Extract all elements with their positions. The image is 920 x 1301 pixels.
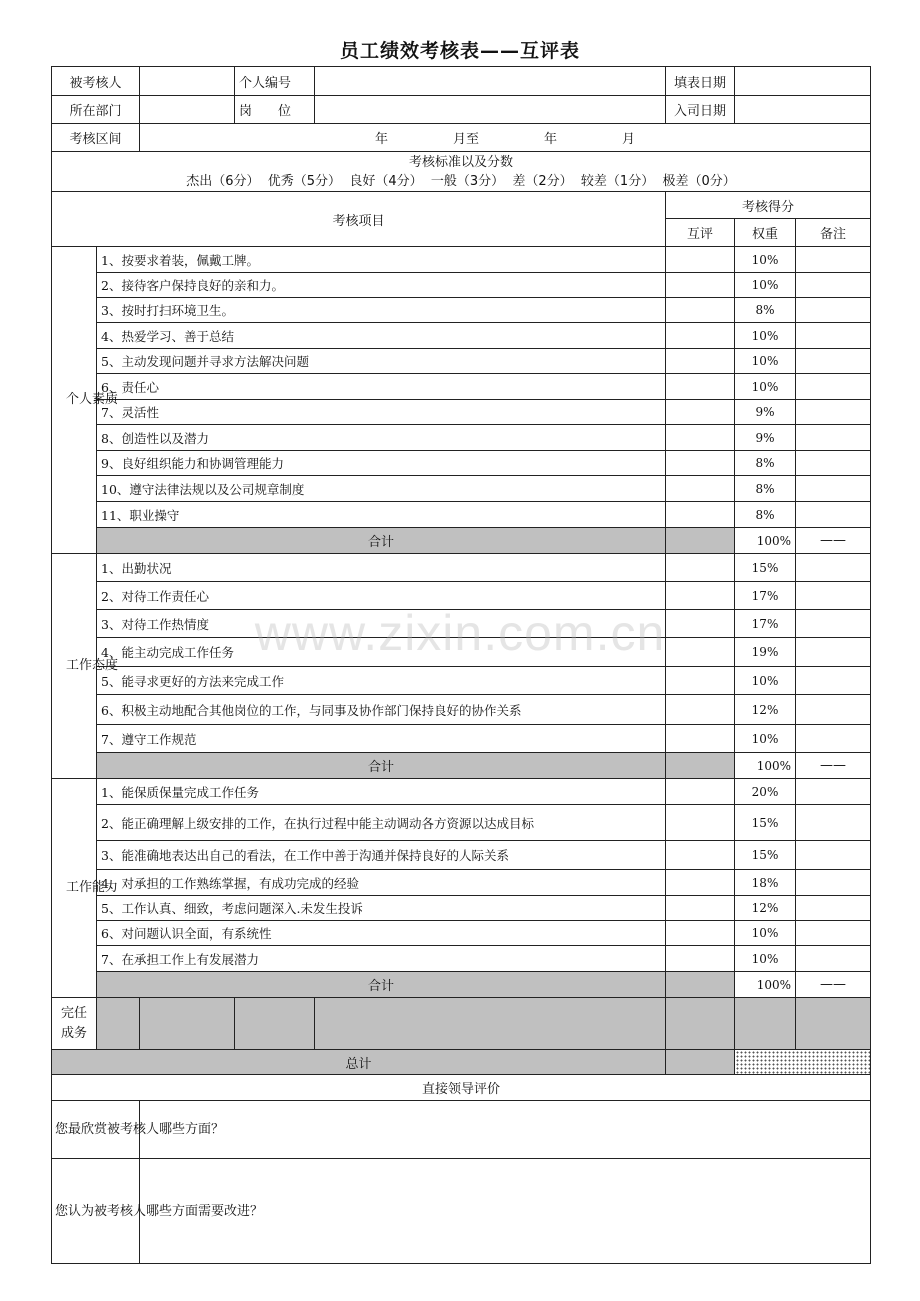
remark-cell[interactable] bbox=[796, 946, 871, 972]
total-dotted-cell bbox=[735, 1050, 871, 1075]
remark-cell[interactable] bbox=[796, 502, 871, 528]
position-field[interactable] bbox=[315, 96, 666, 124]
peer-score-cell[interactable] bbox=[666, 946, 735, 972]
weight-cell: 10% bbox=[735, 725, 796, 753]
item-row bbox=[52, 667, 871, 695]
subtotal-row bbox=[52, 753, 871, 779]
weight-cell: 19% bbox=[735, 638, 796, 667]
subtotal-row bbox=[52, 972, 871, 998]
item-row bbox=[52, 425, 871, 451]
subtotal-label: 合计 bbox=[97, 753, 666, 779]
task-completion-cell[interactable] bbox=[140, 998, 235, 1050]
weight-cell: 10% bbox=[735, 921, 796, 946]
peer-score-cell[interactable] bbox=[666, 247, 735, 273]
item-text: 5、工作认真、细致，考虑问题深入.未发生投诉 bbox=[97, 896, 666, 921]
item-row bbox=[52, 921, 871, 946]
item-row bbox=[52, 841, 871, 870]
position-label: 岗 位 bbox=[235, 96, 315, 124]
weight-cell: 12% bbox=[735, 896, 796, 921]
scoring-standard bbox=[52, 152, 871, 192]
peer-score-cell[interactable] bbox=[666, 400, 735, 425]
item-row bbox=[52, 582, 871, 610]
item-row bbox=[52, 247, 871, 273]
task-completion-row bbox=[52, 998, 871, 1050]
weight-cell: 10% bbox=[735, 349, 796, 374]
remark-cell[interactable] bbox=[796, 554, 871, 582]
period-field[interactable]: 年 月至 年 月 bbox=[140, 124, 871, 152]
peer-score-cell[interactable] bbox=[666, 779, 735, 805]
assessee-label: 被考核人 bbox=[52, 67, 140, 96]
period-label: 考核区间 bbox=[52, 124, 140, 152]
weight-cell: 20% bbox=[735, 779, 796, 805]
peer-score-cell[interactable] bbox=[666, 554, 735, 582]
remark-cell[interactable] bbox=[796, 638, 871, 667]
remark-cell[interactable] bbox=[796, 451, 871, 476]
item-text: 7、遵守工作规范 bbox=[97, 725, 666, 753]
task-completion-cell[interactable] bbox=[235, 998, 315, 1050]
remark-cell[interactable] bbox=[796, 582, 871, 610]
weight-cell: 8% bbox=[735, 298, 796, 323]
remark-cell[interactable] bbox=[796, 400, 871, 425]
item-text: 8、创造性以及潜力 bbox=[97, 425, 666, 451]
item-row bbox=[52, 323, 871, 349]
standard-title: 考核标准以及分数 bbox=[409, 154, 514, 170]
weight-cell: 10% bbox=[735, 374, 796, 400]
task-completion-cell[interactable] bbox=[666, 998, 735, 1050]
emp-no-label: 个人编号 bbox=[235, 67, 315, 96]
remark-cell[interactable] bbox=[796, 725, 871, 753]
remark-cell[interactable] bbox=[796, 610, 871, 638]
task-completion-cell[interactable] bbox=[315, 998, 666, 1050]
remark-cell[interactable] bbox=[796, 841, 871, 870]
item-text: 4、热爱学习、善于总结 bbox=[97, 323, 666, 349]
weight-cell: 8% bbox=[735, 502, 796, 528]
weight-cell: 15% bbox=[735, 554, 796, 582]
fill-date-label: 填表日期 bbox=[666, 67, 735, 96]
task-completion-cell[interactable] bbox=[735, 998, 796, 1050]
item-text: 2、对待工作责任心 bbox=[97, 582, 666, 610]
item-row bbox=[52, 400, 871, 425]
subtotal-label: 合计 bbox=[97, 972, 666, 998]
item-row bbox=[52, 502, 871, 528]
peer-score-cell[interactable] bbox=[666, 896, 735, 921]
item-text: 4、对承担的工作熟练掌握，有成功完成的经验 bbox=[97, 870, 666, 896]
total-row bbox=[52, 1050, 871, 1075]
peer-score-cell[interactable] bbox=[666, 610, 735, 638]
remark-cell[interactable] bbox=[796, 425, 871, 451]
column-header-row-1 bbox=[52, 192, 871, 219]
item-row bbox=[52, 779, 871, 805]
weight-cell: 8% bbox=[735, 451, 796, 476]
item-row bbox=[52, 805, 871, 841]
item-row bbox=[52, 695, 871, 725]
task-completion-cell[interactable] bbox=[97, 998, 140, 1050]
item-text: 6、责任心 bbox=[97, 374, 666, 400]
subtotal-label: 合计 bbox=[97, 528, 666, 554]
remark-cell[interactable] bbox=[796, 374, 871, 400]
item-text: 1、出勤状况 bbox=[97, 554, 666, 582]
appreciated-aspects-question: 您最欣赏被考核人哪些方面？ bbox=[52, 1101, 140, 1159]
item-text: 1、能保质保量完成工作任务 bbox=[97, 779, 666, 805]
peer-score-cell[interactable] bbox=[666, 638, 735, 667]
task-completion-label bbox=[52, 998, 97, 1050]
item-row bbox=[52, 946, 871, 972]
section-label-text: 工作态度 bbox=[66, 658, 119, 673]
peer-score-cell[interactable] bbox=[666, 502, 735, 528]
subtotal-row bbox=[52, 528, 871, 554]
section-label bbox=[52, 779, 119, 998]
item-text: 7、灵活性 bbox=[97, 400, 666, 425]
remark-cell[interactable] bbox=[796, 476, 871, 502]
item-row bbox=[52, 554, 871, 582]
weight-cell: 17% bbox=[735, 610, 796, 638]
weight-cell: 10% bbox=[735, 323, 796, 349]
item-text: 3、能准确地表达出自己的看法，在工作中善于沟通并保持良好的人际关系 bbox=[97, 841, 666, 870]
dept-field[interactable] bbox=[140, 96, 235, 124]
standard-levels: 杰出（6分） 优秀（5分） 良好（4分） 一般（3分） 差（2分） 较差（1分） 极差（0分） bbox=[186, 173, 736, 189]
remark-cell[interactable] bbox=[796, 273, 871, 298]
item-text: 2、接待客户保持良好的亲和力。 bbox=[97, 273, 666, 298]
task-completion-cell[interactable] bbox=[796, 998, 871, 1050]
remark-column-header: 备注 bbox=[796, 219, 871, 247]
subtotal-weight: 100% bbox=[735, 972, 796, 998]
item-row bbox=[52, 610, 871, 638]
peer-score-cell[interactable] bbox=[666, 349, 735, 374]
peer-score-cell[interactable] bbox=[666, 805, 735, 841]
item-text: 6、对问题认识全面，有系统性 bbox=[97, 921, 666, 946]
item-row bbox=[52, 451, 871, 476]
header-row-2 bbox=[52, 96, 871, 124]
leader-eval-title: 直接领导评价 bbox=[52, 1075, 871, 1101]
section-label-text: 工作能力 bbox=[66, 880, 119, 895]
item-text: 11、职业操守 bbox=[97, 502, 666, 528]
item-row bbox=[52, 638, 871, 667]
subtotal-peer-cell[interactable] bbox=[666, 972, 735, 998]
remark-cell[interactable] bbox=[796, 323, 871, 349]
item-text: 3、对待工作热情度 bbox=[97, 610, 666, 638]
standard-row bbox=[52, 152, 871, 192]
peer-score-cell[interactable] bbox=[666, 870, 735, 896]
subtotal-remark: —— bbox=[796, 753, 871, 779]
weight-cell: 9% bbox=[735, 400, 796, 425]
subtotal-peer-cell[interactable] bbox=[666, 528, 735, 554]
peer-score-cell[interactable] bbox=[666, 695, 735, 725]
dept-label: 所在部门 bbox=[52, 96, 140, 124]
weight-cell: 12% bbox=[735, 695, 796, 725]
item-row bbox=[52, 273, 871, 298]
peer-score-cell[interactable] bbox=[666, 582, 735, 610]
item-text: 5、能寻求更好的方法来完成工作 bbox=[97, 667, 666, 695]
remark-cell[interactable] bbox=[796, 667, 871, 695]
item-text: 3、按时打扫环境卫生。 bbox=[97, 298, 666, 323]
peer-score-cell[interactable] bbox=[666, 841, 735, 870]
remark-cell[interactable] bbox=[796, 298, 871, 323]
subtotal-peer-cell[interactable] bbox=[666, 753, 735, 779]
section-label bbox=[52, 247, 119, 554]
item-row bbox=[52, 870, 871, 896]
subtotal-weight: 100% bbox=[735, 753, 796, 779]
weight-cell: 9% bbox=[735, 425, 796, 451]
peer-score-cell[interactable] bbox=[666, 921, 735, 946]
remark-cell[interactable] bbox=[796, 247, 871, 273]
peer-score-cell[interactable] bbox=[666, 298, 735, 323]
appreciated-aspects-answer-field[interactable] bbox=[140, 1101, 871, 1159]
item-text: 7、在承担工作上有发展潜力 bbox=[97, 946, 666, 972]
weight-cell: 10% bbox=[735, 667, 796, 695]
peer-score-cell[interactable] bbox=[666, 667, 735, 695]
section-label-text: 个人素质 bbox=[66, 392, 119, 407]
item-text: 4、能主动完成工作任务 bbox=[97, 638, 666, 667]
item-text: 5、主动发现问题并寻求方法解决问题 bbox=[97, 349, 666, 374]
item-row bbox=[52, 476, 871, 502]
join-date-label: 入司日期 bbox=[666, 96, 735, 124]
remark-cell[interactable] bbox=[796, 921, 871, 946]
leader-question-row bbox=[52, 1101, 871, 1159]
item-row bbox=[52, 725, 871, 753]
weight-column-header: 权重 bbox=[735, 219, 796, 247]
peer-score-cell[interactable] bbox=[666, 725, 735, 753]
score-column-header: 考核得分 bbox=[666, 192, 871, 219]
weight-cell: 17% bbox=[735, 582, 796, 610]
weight-cell: 10% bbox=[735, 247, 796, 273]
remark-cell[interactable] bbox=[796, 349, 871, 374]
weight-cell: 15% bbox=[735, 841, 796, 870]
improvement-aspects-question: 您认为被考核人哪些方面需要改进？ bbox=[52, 1159, 140, 1264]
subtotal-weight: 100% bbox=[735, 528, 796, 554]
task-completion-label-text: 完任成务 bbox=[60, 1005, 87, 1041]
header-row-1 bbox=[52, 67, 871, 96]
weight-cell: 10% bbox=[735, 273, 796, 298]
total-label: 总计 bbox=[52, 1050, 666, 1075]
peer-score-cell[interactable] bbox=[666, 476, 735, 502]
item-row bbox=[52, 374, 871, 400]
peer-score-cell[interactable] bbox=[666, 273, 735, 298]
item-text: 6、积极主动地配合其他岗位的工作，与同事及协作部门保持良好的协作关系 bbox=[97, 695, 666, 725]
item-text: 10、遵守法律法规以及公司规章制度 bbox=[97, 476, 666, 502]
item-row bbox=[52, 349, 871, 374]
item-column-header: 考核项目 bbox=[52, 192, 666, 247]
item-row bbox=[52, 298, 871, 323]
peer-score-cell[interactable] bbox=[666, 374, 735, 400]
join-date-field[interactable] bbox=[735, 96, 871, 124]
subtotal-remark: —— bbox=[796, 528, 871, 554]
item-text: 1、按要求着装，佩戴工牌。 bbox=[97, 247, 666, 273]
page-title: 员工绩效考核表——互评表 bbox=[339, 40, 580, 62]
remark-cell[interactable] bbox=[796, 896, 871, 921]
subtotal-remark: —— bbox=[796, 972, 871, 998]
item-row bbox=[52, 896, 871, 921]
weight-cell: 10% bbox=[735, 946, 796, 972]
item-text: 2、能正确理解上级安排的工作，在执行过程中能主动调动各方资源以达成目标 bbox=[97, 805, 666, 841]
remark-cell[interactable] bbox=[796, 805, 871, 841]
evaluation-table bbox=[51, 66, 871, 1264]
leader-eval-header-row bbox=[52, 1075, 871, 1101]
peer-score-cell[interactable] bbox=[666, 425, 735, 451]
item-text: 9、良好组织能力和协调管理能力 bbox=[97, 451, 666, 476]
watermark: www.zixin.com.cn bbox=[254, 605, 666, 661]
total-peer-cell[interactable] bbox=[666, 1050, 735, 1075]
remark-cell[interactable] bbox=[796, 779, 871, 805]
section-label bbox=[52, 554, 119, 779]
weight-cell: 8% bbox=[735, 476, 796, 502]
assessee-field[interactable] bbox=[140, 67, 235, 96]
period-row bbox=[52, 124, 871, 152]
peer-score-cell[interactable] bbox=[666, 451, 735, 476]
peer-score-cell[interactable] bbox=[666, 323, 735, 349]
weight-cell: 18% bbox=[735, 870, 796, 896]
remark-cell[interactable] bbox=[796, 870, 871, 896]
leader-question-row bbox=[52, 1159, 871, 1264]
remark-cell[interactable] bbox=[796, 695, 871, 725]
fill-date-field[interactable] bbox=[735, 67, 871, 96]
weight-cell: 15% bbox=[735, 805, 796, 841]
emp-no-field[interactable] bbox=[315, 67, 666, 96]
peer-column-header: 互评 bbox=[666, 219, 735, 247]
